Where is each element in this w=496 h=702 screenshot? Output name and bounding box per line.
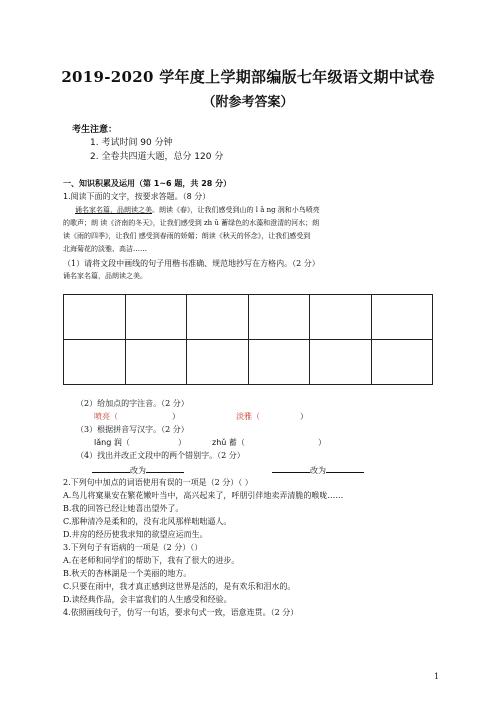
grid-cell[interactable] <box>64 340 126 385</box>
sub3-item-b: zhǔ 蓄（ <box>212 438 245 447</box>
grid-cell[interactable] <box>248 295 310 340</box>
passage-line-1 <box>75 205 320 216</box>
grid-cell[interactable] <box>187 295 249 340</box>
notice-heading: 考生注意： <box>72 125 118 135</box>
q3-option-b: B.秋天的杏林湖是一个美丽的地方。 <box>63 569 192 578</box>
notice-item-2: 2. 全卷共四道大题，总分 120 分 <box>90 152 224 162</box>
q1-intro: 1.阅读下面的文字，按要求答题。（8 分） <box>63 192 211 201</box>
grid-cell[interactable] <box>371 340 433 385</box>
grid-cell[interactable] <box>310 295 372 340</box>
sub4-fix-label: 改为 <box>310 466 326 475</box>
passage-line-1-rest: 。朗读《春》，让我们感受到山的 l ǎ ng 润和小鸟喷亮 <box>152 206 320 214</box>
question-4: 4.依照画线句子，仿写一句话，要求句式一致，语意连贯。（2 分） <box>63 608 299 617</box>
answer-blank[interactable] <box>272 464 310 473</box>
page-number: 1 <box>434 672 440 681</box>
passage-line-3: 读《雨的四季》，让我们 感受到春雨的娇媚；朗读《秋天的怀念》，让我们感受到 <box>63 232 311 240</box>
sub-question-4: （4）找出并改正文段中的两个错别字。（2 分） <box>76 451 245 460</box>
q2-option-d: D.井房的经历使我求知的欲望应运而生。 <box>63 530 208 539</box>
grid-cell[interactable] <box>248 340 310 385</box>
question-3: 3.下列句子有语病的一项是（2 分）（） <box>63 543 203 552</box>
q3-option-c: C.只要在雨中，我才真正感到这世界是活的，是有欢乐和泪水的。 <box>63 582 296 591</box>
sub2-item-a-close: ） <box>172 412 180 421</box>
sub2-item-b-close: ） <box>300 412 308 421</box>
grid-cell[interactable] <box>187 340 249 385</box>
passage-line-4: 北海菊花的淡雅、高洁…… <box>63 245 147 253</box>
q2-option-b: B.我的回答已经让她喜出望外了。 <box>63 504 184 513</box>
sub3-item-a: lǎng 润（ <box>94 438 130 447</box>
passage-line-2: 的歌声；朗 读《济南的冬天》，让我们感受到 zh ǔ 蓄绿色的水藻和澄清的河水；朗 <box>63 219 320 227</box>
sub3-item-b-close: ） <box>318 438 326 447</box>
page-subtitle: （附参考答案） <box>202 95 294 110</box>
sub2-item-a: 喷亮（ <box>94 412 118 421</box>
page-title: 2019-2020 学年度上学期部编版七年级语文期中试卷 <box>61 68 435 86</box>
grid-cell[interactable] <box>125 340 187 385</box>
sub2-item-b: 淡雅（ <box>236 412 260 421</box>
notice-item-1: 1. 考试时间 90 分钟 <box>90 138 173 148</box>
sub-question-1: （1）请将文段中画线的句子用楷书准确、规范地抄写在方格内。（2 分） <box>63 259 320 268</box>
q3-option-a: A.在老师和同学们的帮助下，我有了很大的进步。 <box>63 556 240 565</box>
sub-question-3: （3）根据拼音写汉字。（2 分） <box>76 425 189 434</box>
sub-question-1-copy: 诵名家名篇，品朗读之美。 <box>63 272 147 280</box>
q3-option-d: D.读经典作品，会丰富我们的人生感受和经验。 <box>63 595 232 604</box>
grid-cell[interactable] <box>310 340 372 385</box>
grid-cell[interactable] <box>371 295 433 340</box>
q2-option-a: A.鸟儿将窠巢安在繁花嫩叶当中，高兴起来了，呼朋引伴地卖弄清脆的喉咙…… <box>63 491 344 500</box>
sub4-fix-row-2 <box>272 464 364 476</box>
question-2: 2.下列句中加点的词语使用有误的一项是（2 分）（ ） <box>63 478 253 487</box>
answer-blank[interactable] <box>326 464 364 473</box>
answer-blank[interactable] <box>146 464 184 473</box>
sub4-fix-label: 改为 <box>130 466 146 475</box>
q2-option-c: C.那种清冷是柔和的，没有北风那样咄咄逼人。 <box>63 517 232 526</box>
sub3-item-a-close: ） <box>178 438 186 447</box>
section-1-heading: 一、知识积累及运用（第 1~6 题，共 28 分） <box>63 179 232 188</box>
grid-cell[interactable] <box>125 295 187 340</box>
writing-grid <box>63 294 433 385</box>
answer-blank[interactable] <box>92 464 130 473</box>
passage-underlined-sentence: 诵名家名篇，品朗读之美 <box>75 206 152 214</box>
grid-cell[interactable] <box>64 295 126 340</box>
sub4-fix-row-1 <box>92 464 184 476</box>
sub-question-2: （2）给加点的字注音。（2 分） <box>76 399 189 408</box>
